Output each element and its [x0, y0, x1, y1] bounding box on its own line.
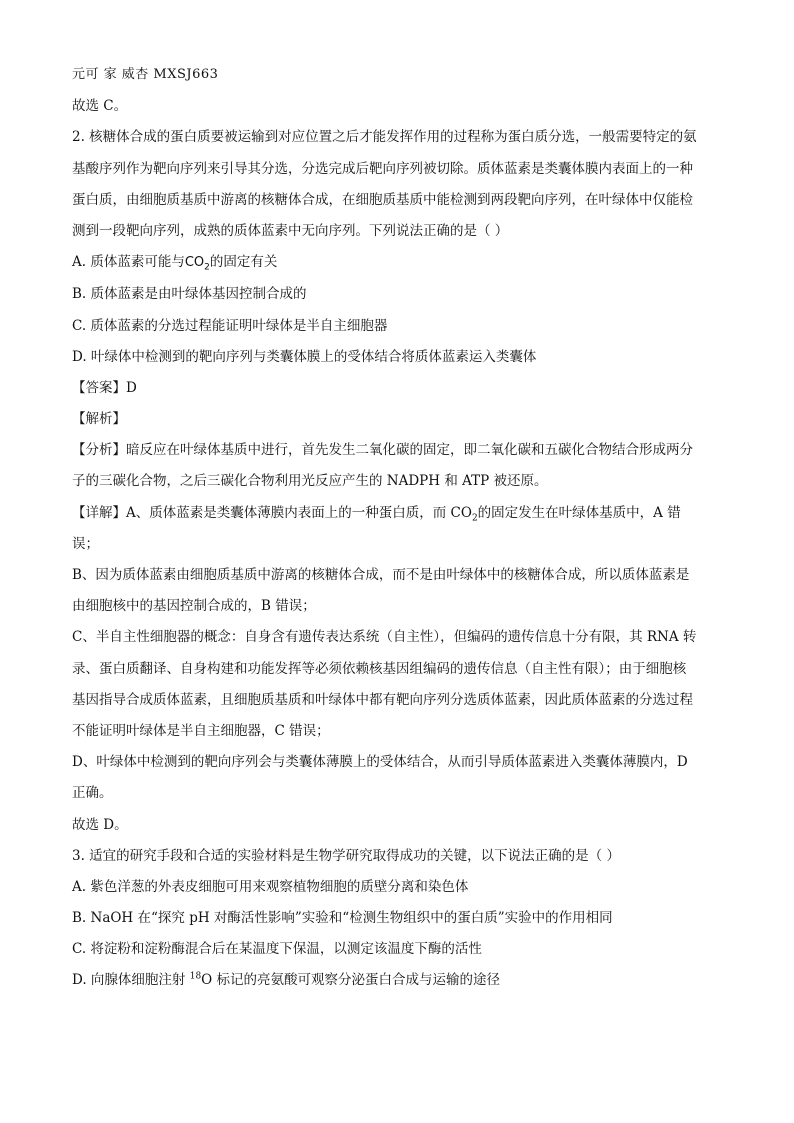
- header-watermark: 元可 家 威杏 MXSJ663: [72, 67, 219, 82]
- co2-base: CO: [184, 255, 205, 271]
- q2-explain-c: 基因指导合成质体蓝素，且细胞质基质和叶绿体中都有靶向序列分选质体蓝素，因此质体蓝素的分选过程: [72, 691, 693, 708]
- q2-xiangjie-text: 【详解】A、质体蓝素是类囊体薄膜内表面上的一种蛋白质，而 CO: [72, 504, 472, 521]
- q2-fenxi-line: 子的三碳化合物，之后三碳化合物利用光反应产生的 NADPH 和 ATP 被还原。: [72, 473, 548, 490]
- q2-explain-c: 不能证明叶绿体是半自主细胞器，C 错误；: [72, 722, 330, 739]
- q3-option-c: C. 将淀粉和淀粉酶混合后在某温度下保温，以测定该温度下酶的活性: [72, 941, 482, 958]
- q2-xiangjie-line: 误；: [72, 535, 99, 552]
- co2-subscript: 2: [204, 262, 210, 273]
- q3-stem: 3. 适宜的研究手段和合适的实验材料是生物学研究取得成功的关键，以下说法正确的是（ ）: [72, 847, 620, 864]
- q2-explain-c: 录、蛋白质翻译、自身构建和功能发挥等必须依赖核基因组编码的遗传信息（自主性有限）；由于细胞核: [72, 660, 687, 677]
- q2-option-b: B. 质体蓝素是由叶绿体基因控制合成的: [72, 286, 307, 303]
- q3-option-b: B. NaOH 在“探究 pH 对酶活性影响”实验和“检测生物组织中的蛋白质”实验中的作用相同: [72, 910, 613, 927]
- q2-explain-c: C、半自主性细胞器的概念：自身含有遗传表达系统（自主性），但编码的遗传信息十分有限，其 RNA 转: [72, 629, 697, 646]
- q2-explain-d: D、叶绿体中检测到的靶向序列会与类囊体薄膜上的受体结合，从而引导质体蓝素进入类囊体薄膜内，D: [72, 754, 688, 771]
- q2-explain-b: 由细胞核中的基因控制合成的，B 错误；: [72, 598, 316, 615]
- document-page: [72, 64, 722, 1001]
- q3-option-d: [72, 969, 722, 991]
- q2-option-d: D. 叶绿体中检测到的靶向序列与类囊体膜上的受体结合将质体蓝素运入类囊体: [72, 348, 537, 365]
- q2-stem-line: 2. 核糖体合成的蛋白质要被运输到对应位置之后才能发挥作用的过程称为蛋白质分选，一般需要特定的氨: [72, 129, 697, 146]
- q3-option-a: A. 紫色洋葱的外表皮细胞可用来观察植物细胞的质壁分离和染色体: [72, 878, 469, 895]
- q2-option-a: [72, 251, 722, 274]
- q2-analysis-label: 【解析】: [72, 411, 126, 428]
- q2-option-a-text: A. 质体蓝素可能与: [72, 254, 185, 271]
- q2-xiangjie-line: [72, 502, 722, 524]
- q2-stem-line: 基酸序列作为靶向序列来引导其分选，分选完成后靶向序列被切除。质体蓝素是类囊体膜内表面上的一种: [72, 160, 693, 177]
- q2-stem: [72, 126, 722, 242]
- q2-conclusion: 故选 D。: [72, 816, 128, 833]
- q3-option-d-text: D. 向腺体细胞注射: [72, 972, 190, 989]
- co2-formula: [184, 255, 210, 273]
- q2-fenxi-line: 【分析】暗反应在叶绿体基质中进行，首先发生二氧化碳的固定，即二氧化碳和五碳化合物结合形成两分: [72, 442, 693, 459]
- q2-stem-line: 蛋白质，由细胞质基质中游离的核糖体合成，在细胞质基质中能检测到两段靶向序列，在叶绿体中仅能检: [72, 191, 693, 208]
- q2-xiangjie-tail: 的固定发生在叶绿体基质中，A 错: [477, 504, 681, 521]
- q3-option-d-tail: O 标记的亮氨酸可观察分泌蛋白合成与运输的途径: [201, 972, 501, 989]
- q1-conclusion: 故选 C。: [72, 98, 128, 115]
- q2-option-c: C. 质体蓝素的分选过程能证明叶绿体是半自主细胞器: [72, 317, 388, 334]
- q2-option-a-tail: 的固定有关: [209, 254, 278, 271]
- co2-subscript: 2: [471, 513, 478, 524]
- q2-stem-line: 测到一段靶向序列，成熟的质体蓝素中无向序列。下列说法正确的是（ ）: [72, 222, 509, 239]
- q2-explain-d: 正确。: [72, 785, 113, 802]
- q2-answer: 【答案】D: [72, 379, 137, 396]
- isotope-superscript: 18: [189, 971, 202, 982]
- q2-explain-b: B、因为质体蓝素由细胞质基质中游离的核糖体合成，而不是由叶绿体中的核糖体合成，所以质体蓝素是: [72, 567, 690, 583]
